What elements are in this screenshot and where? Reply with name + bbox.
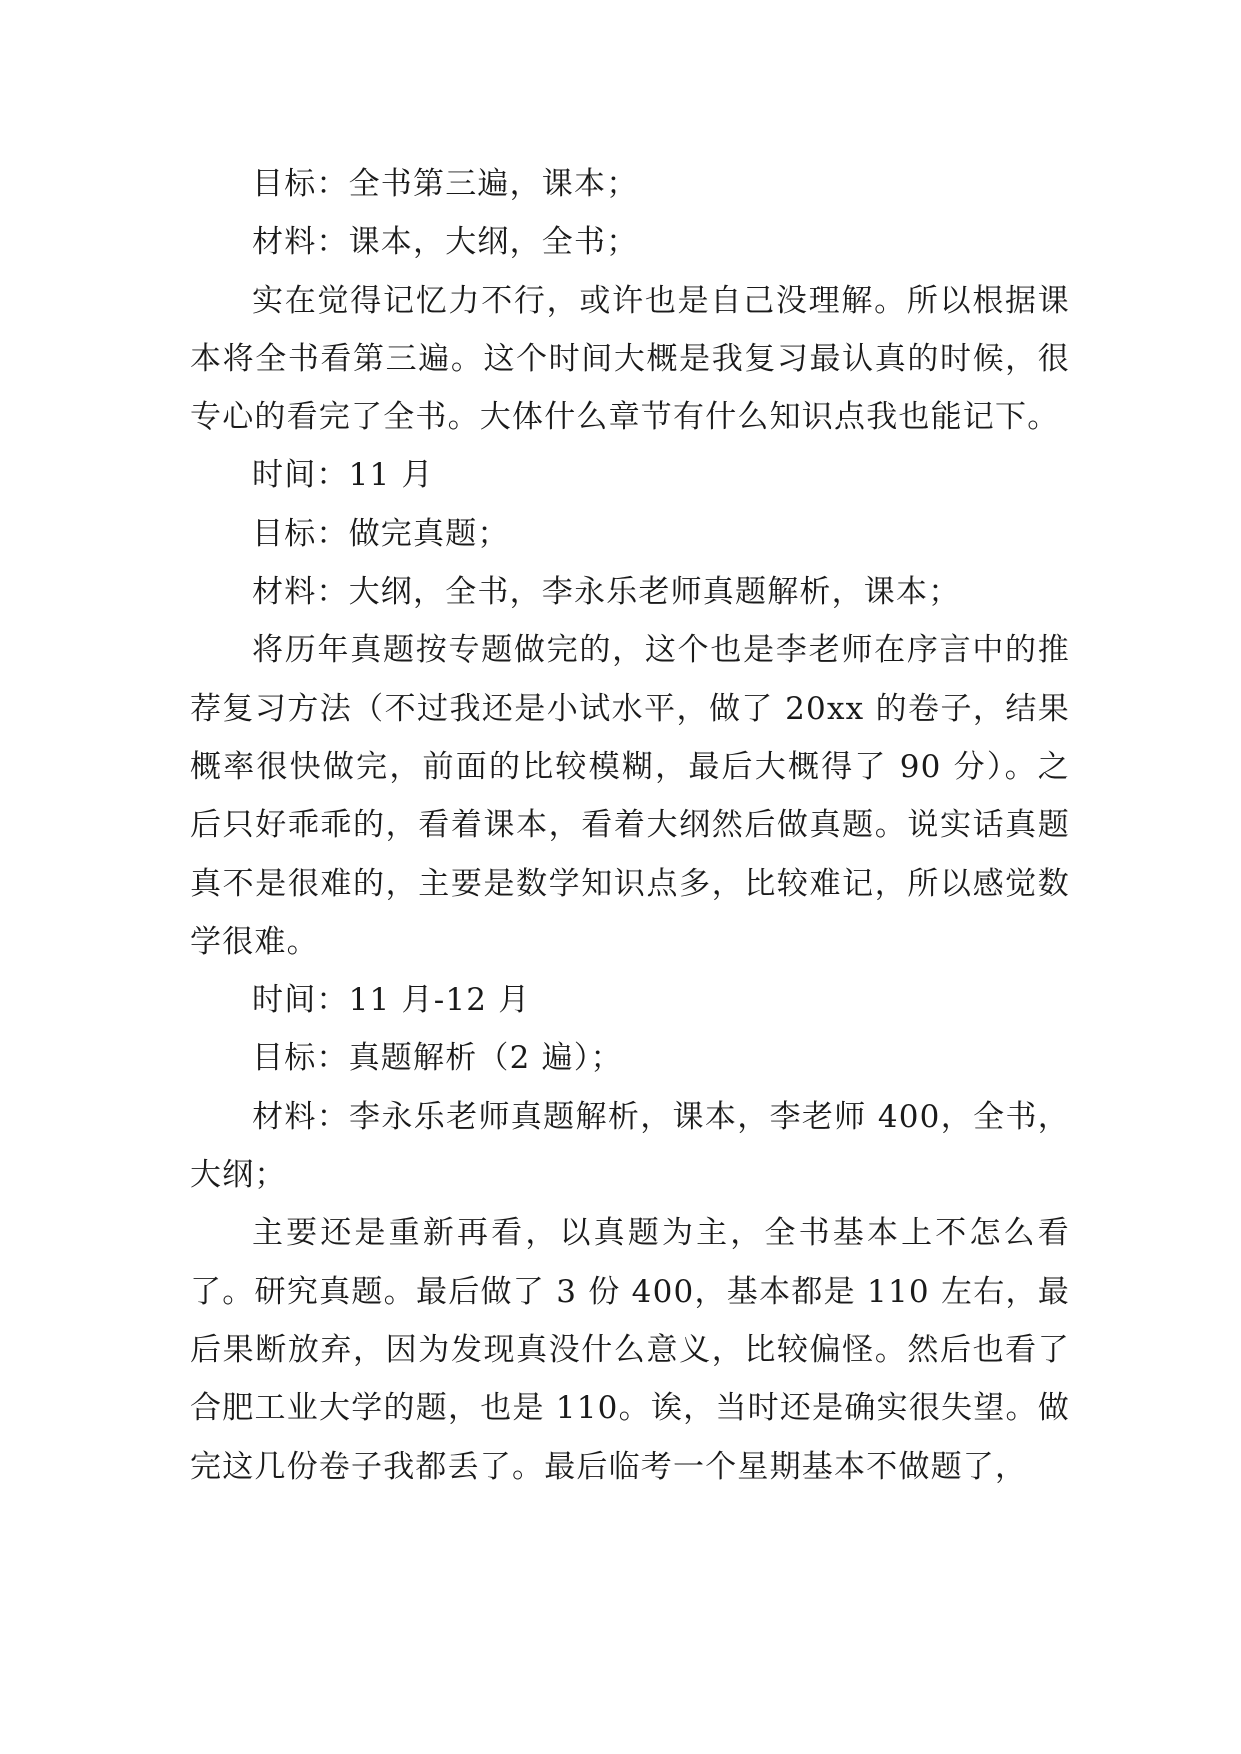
paragraph-goal-analysis: 目标：真题解析（2 遍）； <box>252 1040 623 1077</box>
paragraph-materials-first: 材料：课本，大纲，全书； <box>252 224 639 261</box>
paragraph-third-pass-description: 实在觉得记忆力不行，或许也是自己没理解。所以根据课本将全书看第三遍。这个时间大概是我复习最认真的时候，很专心的看完了全书。大体什么章节有什么知识点我也能记下。 <box>190 282 1070 436</box>
paragraph-goal-past-papers: 目标：做完真题； <box>252 515 510 552</box>
document-body <box>190 155 1070 1496</box>
paragraph-goal-third-pass: 目标：全书第三遍，课本； <box>252 166 639 202</box>
paragraph-time-november: 时间：11 月 <box>252 457 434 494</box>
paragraph-materials-second: 材料：大纲，全书，李永乐老师真题解析，课本； <box>252 574 961 611</box>
paragraph-materials-third: 材料：李永乐老师真题解析，课本，李老师 400，全书，大纲； <box>190 1098 1070 1194</box>
paragraph-time-november-december: 时间：11 月-12 月 <box>252 982 531 1019</box>
paragraph-review-description: 主要还是重新再看，以真题为主，全书基本上不怎么看了。研究真题。最后做了 3 份 400，基本都是 110 左右，最后果断放弃，因为发现真没什么意义，比较偏怪。然后也看了合肥工业大学的题，也是 110。诶，当时还是确实很失望。做完这几份卷子我都丢了。最后临考一个星期基本不做题了， <box>190 1215 1070 1485</box>
paragraph-past-papers-description: 将历年真题按专题做完的，这个也是李老师在序言中的推荐复习方法（不过我还是小试水平，做了 20xx 的卷子，结果概率很快做完，前面的比较模糊，最后大概得了 90 分）。之后只好乖乖的，看着课本，看着大纲然后做真题。说实话真题真不是很难的，主要是数学知识点多，比较难记，所以感觉数学很难。 <box>190 632 1070 960</box>
